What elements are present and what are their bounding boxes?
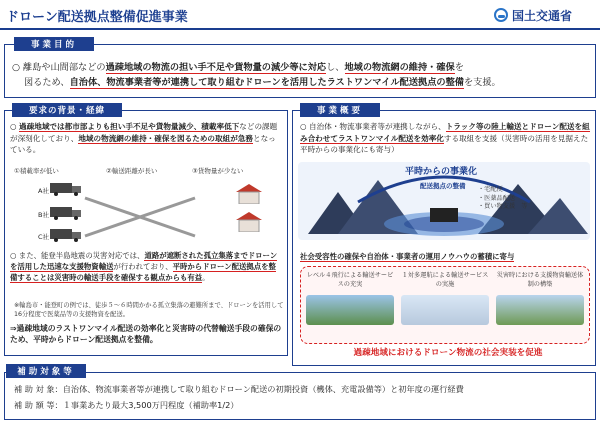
- effect-level4: レベル４飛行による輸送サービスの充実: [306, 272, 394, 288]
- route-cross-icon: [80, 196, 200, 240]
- effect-one-to-many: １対多運航による輸送サービスの実施: [401, 272, 489, 288]
- overview-banner: 過疎地域におけるドローン物流の社会実装を促進: [353, 348, 543, 358]
- issue-3: ③貨物量が少ない: [192, 167, 244, 175]
- goods-list: ・宅配便 ・医薬品配送 ・買い物支援 等: [478, 186, 528, 210]
- effect-disaster: 災害時における支援物資輸送体制の構築: [496, 272, 584, 288]
- issue-2: ②輸送距離が長い: [106, 167, 158, 175]
- house-icon: [236, 212, 262, 232]
- company-b: B社: [38, 211, 49, 219]
- one-to-many-photo: [401, 295, 489, 325]
- company-a: A社: [38, 187, 49, 195]
- truck-icon: [50, 228, 84, 242]
- disaster-photo: [496, 295, 584, 325]
- hub-label: 配送拠点の整備: [420, 182, 466, 190]
- ministry-mark-icon: [494, 8, 508, 22]
- house-icon: [236, 184, 262, 204]
- concept-title: 平時からの事業化: [405, 167, 478, 177]
- purpose-label: 事業目的: [14, 37, 94, 51]
- company-c: C社: [38, 233, 50, 241]
- purpose-text: ○ 離島や山間部などの過疎地域の物流の担い手不足や貨物量の減少等に対応し、地域の物流網の維持・確保を 図るため、自治体、物流事業者等が連携して取り組むドローンを活用したラストワンマイル配送拠点の整備を支援。: [12, 62, 501, 88]
- header-rule: [0, 28, 600, 30]
- background-conclusion: ⇒過疎地域のラストワンマイル配送の効率化と災害時の代替輸送手段の確保のため、平時からドローン配送拠点を整備。: [10, 324, 282, 344]
- page-title: ドローン配送拠点整備促進事業: [6, 10, 188, 25]
- ministry-name: 国土交通省: [512, 8, 573, 23]
- truck-icon: [50, 182, 84, 196]
- support-label: 補助対象等: [6, 364, 86, 378]
- overview-label: 事業概要: [300, 103, 380, 117]
- support-box: [4, 372, 596, 420]
- truck-icon: [50, 206, 84, 220]
- background-text-1: ○ 過疎地域では都市部よりも担い手不足や貨物量減少、積載率低下などの課題が深刻化しており、地域の物流網の維持・確保を図るための取組が急務となっている。: [10, 122, 278, 154]
- header: [0, 0, 600, 30]
- background-text-2: ○ また、能登半島地震の災害対応では、道路が遮断された孤立集落までドローンを活用した迅速な支援物資輸送が行われており、平時からドローン配送拠点を整備することは災害時の輸送手段を確保する観点からも有益。: [10, 251, 278, 282]
- level4-photo: [306, 295, 394, 325]
- support-target: 補 助 対 象：自治体、物流事業者等が連携して取り組むドローン配送の初期投資（機体、充電設備等）と初年度の運行経費: [14, 384, 464, 394]
- overview-contribution: 社会受容性の確保や自治体・事業者の運用ノウハウの蓄積に寄与: [300, 252, 515, 261]
- overview-text: ○ 自治体・物流事業者等が連携しながら、トラック等の陸上輸送とドローン配送を組み合わせてラストワンマイル配送を効率化する取組を支援（災害時の活用を見据えた平時からの事業化にも寄与）: [300, 122, 590, 154]
- support-amount: 補 助 額 等：１事業あたり最大3,500万円程度（補助率1/2）: [14, 400, 239, 410]
- background-note: ※輪島市・能登町の例では、徒歩５～６時間かかる孤立集落の避難所まで、ドローンを活用して16分程度で医薬品等の支援物資を配送。: [14, 302, 284, 318]
- background-label: 要求の背景・経緯: [12, 103, 122, 117]
- issue-1: ①積載率が低い: [14, 167, 59, 175]
- ministry-logo: [494, 4, 594, 26]
